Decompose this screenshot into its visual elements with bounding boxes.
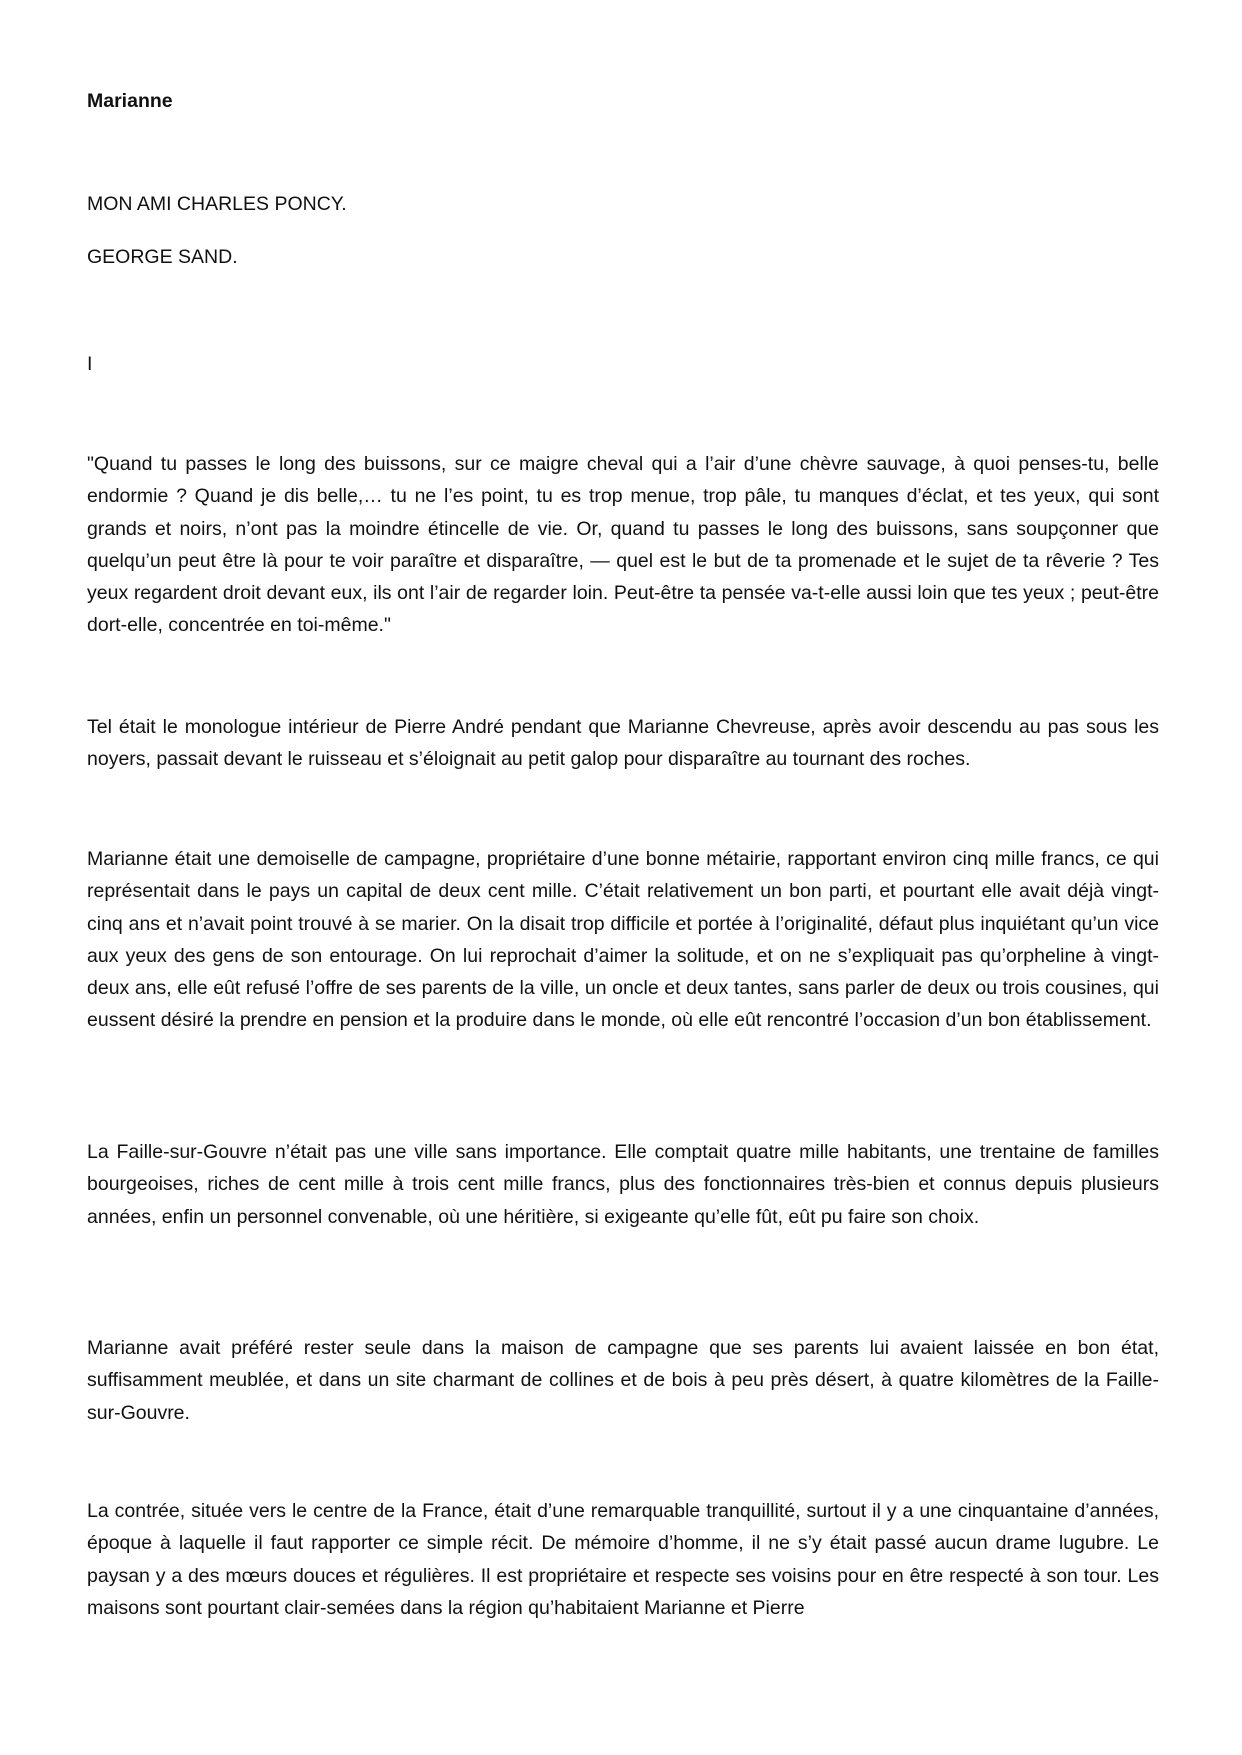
paragraph-2: Tel était le monologue intérieur de Pierre André pendant que Marianne Chevreuse, après avoir descendu au pas sous les noyers, passait devant le ruisseau et s’éloignait au petit galop pour disparaître au tournant des roches. — [87, 716, 1159, 771]
dedication-line: MON AMI CHARLES PONCY. — [87, 193, 347, 215]
paragraph-3: Marianne était une demoiselle de campagne, propriétaire d’une bonne métairie, rapportant environ cinq mille francs, ce qui représentait dans le pays un capital de deux cent mille. C’était relativement un bon parti, et pourtant elle avait déjà vingt-cinq ans et n’avait point trouvé à se marier. On la disait trop difficile et portée à l’originalité, défaut plus inquiétant qu’un vice aux yeux des gens de son entourage. On lui reprochait d’aimer la solitude, et on ne s’expliquait pas qu’orpheline à vingt-deux ans, elle eût refusé l’offre de ses parents de la ville, un oncle et deux tantes, sans parler de deux ou trois cousines, qui eussent désiré la prendre en pension et la produire dans le monde, où elle eût rencontré l’occasion d’un bon établissement. — [87, 848, 1159, 1032]
chapter-number: I — [87, 353, 93, 375]
paragraph-1: "Quand tu passes le long des buissons, sur ce maigre cheval qui a l’air d’une chèvre sauvage, à quoi penses-tu, belle endormie ? Quand je dis belle,… tu ne l’es point, tu es trop menue, trop pâle, tu manques d’éclat, et tes yeux, qui sont grands et noirs, n’ont pas la moindre étincelle de vie. Or, quand tu passes le long des buissons, sans soupçonner que quelqu’un peut être là pour te voir paraître et disparaître, — quel est le but de ta promenade et le sujet de ta rêverie ? Tes yeux regardent droit devant eux, ils ont l’air de regarder loin. Peut-être ta pensée va-t-elle aussi loin que tes yeux ; peut-être dort-elle, concentrée en toi-même." — [87, 453, 1159, 637]
document-title: Marianne — [87, 90, 173, 112]
author-line: GEORGE SAND. — [87, 246, 238, 268]
paragraph-5: Marianne avait préféré rester seule dans la maison de campagne que ses parents lui avaient laissée en bon état, suffisamment meublée, et dans un site charmant de collines et de bois à peu près désert, à quatre kilomètres de la Faille-sur-Gouvre. — [87, 1337, 1159, 1424]
paragraph-4: La Faille-sur-Gouvre n’était pas une ville sans importance. Elle comptait quatre mille habitants, une trentaine de familles bourgeoises, riches de cent mille à trois cent mille francs, plus des fonctionnaires très-bien et connus depuis plusieurs années, enfin un personnel convenable, où une héritière, si exigeante qu’elle fût, eût pu faire son choix. — [87, 1141, 1159, 1228]
paragraph-6: La contrée, située vers le centre de la France, était d’une remarquable tranquillité, surtout il y a une cinquantaine d’années, époque à laquelle il faut rapporter ce simple récit. De mémoire d’homme, il ne s’y était passé aucun drame lugubre. Le paysan y a des mœurs douces et régulières. Il est propriétaire et respecte ses voisins pour en être respecté à son tour. Les maisons sont pourtant clair-semées dans la région qu’habitaient Marianne et Pierre — [87, 1500, 1159, 1619]
